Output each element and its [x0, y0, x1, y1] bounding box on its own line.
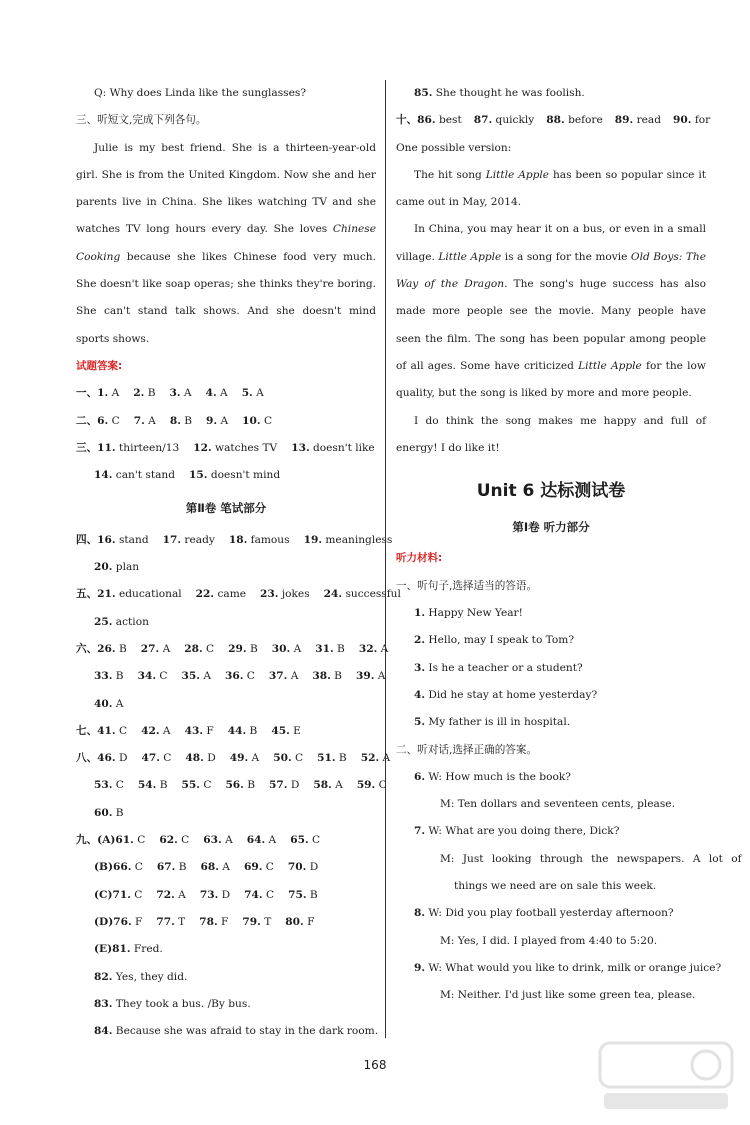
sentence-1: 1. Happy New Year! [414, 607, 523, 620]
answer-value: came [214, 588, 247, 601]
answer-value: read [633, 114, 662, 127]
answer-number: 9. [206, 414, 218, 427]
answer-85: 85. She thought he was foolish. [414, 87, 585, 99]
answer-value: F [131, 915, 143, 928]
answer-number: 14. [94, 469, 113, 482]
answer-value: D [306, 861, 319, 874]
answer-value: A [265, 834, 277, 847]
answer-value: meaningless [322, 533, 393, 546]
answer-value: C [199, 779, 212, 792]
answer-number: 28. [184, 642, 203, 655]
answer-value: A [108, 387, 120, 400]
answer-value: A [217, 414, 229, 427]
answer-row [76, 636, 389, 663]
section-three-heading: 三、听短文,完成下列各句。 [76, 114, 207, 127]
answer-number: 一、1. [76, 387, 109, 400]
answer-number: 九、(A)61. [76, 834, 134, 847]
answer-row [76, 435, 376, 462]
answer-number: 84. [94, 1025, 113, 1038]
answer-value: B [115, 642, 127, 655]
answer-row [76, 527, 393, 554]
answer-number: 31. [315, 642, 334, 655]
answer-value: A [290, 642, 302, 655]
answer-value: C [108, 414, 120, 427]
answer-number: 83. [94, 997, 113, 1010]
section-two-heading: 二、听对话,选择正确的答案。 [396, 743, 538, 756]
answer-value: plan [112, 561, 140, 574]
answer-value: doesn't like [309, 441, 375, 454]
answer-value: A [218, 861, 230, 874]
answer-number: 三、11. [76, 441, 116, 454]
answer-number: 23. [260, 588, 279, 601]
column-divider [385, 80, 386, 1038]
answer-number: 38. [312, 670, 331, 683]
answer-number: 69. [243, 861, 263, 874]
dialogue-6-woman: 6. W: How much is the book? [414, 770, 571, 783]
dialogue-9-man: M: Neither. I'd just like some green tea, please. [440, 989, 696, 1002]
answer-value: A [377, 642, 389, 655]
answer-number: 44. [227, 724, 247, 737]
answer-number: 四、16. [76, 533, 116, 546]
answer-value: A [159, 724, 171, 737]
answer-value: B [306, 888, 318, 901]
answer-number: 7. [133, 414, 145, 427]
answer-row [76, 772, 387, 799]
answer-number: 54. [137, 779, 157, 792]
answer-number: 56. [225, 779, 244, 792]
answer-value: C [115, 724, 128, 737]
answer-value: C [260, 414, 273, 427]
answer-value: before [564, 114, 603, 127]
answer-number: 88. [546, 114, 565, 127]
sentence-5: 5. My father is ill in hospital. [414, 716, 571, 729]
answer-value: thirteen/13 [115, 441, 180, 454]
dialogue-8-man: M: Yes, I did. I played from 4:40 to 5:20. [440, 934, 658, 947]
answer-value: A [248, 752, 260, 765]
answer-value: T [174, 915, 186, 928]
answer-number: 64. [246, 834, 266, 847]
answer-row [76, 663, 386, 690]
answer-value: ready [181, 533, 215, 546]
answer-number: 40. [94, 697, 113, 710]
answer-value: C [131, 861, 143, 874]
answer-number: 80. [285, 915, 304, 928]
answer-row [76, 909, 376, 936]
answer-value: C [177, 834, 190, 847]
dialogue-7-woman: 7. W: What are you doing there, Dick? [414, 825, 620, 838]
answer-number: 十、86. [396, 114, 436, 127]
answer-number: 4. [205, 387, 217, 400]
answer-value: D [115, 752, 128, 765]
answer-number: 29. [228, 642, 247, 655]
answer-row [76, 964, 376, 991]
answer-number: 36. [224, 670, 244, 683]
answer-number: 89. [614, 114, 634, 127]
answer-value: for [691, 114, 711, 127]
answer-value: A [287, 670, 299, 683]
listening-passage: Julie is my best friend. She is a thirteen-year-old girl. She is from the United Kingdom. Now she and her parents live in China. She likes watching TV and she watches TV long hours every day. She loves Chinese Cooking because she likes Chinese food very much. She doesn't like soap operas; she thinks they're boring. She can't stand talk shows. And she doesn't mind sports shows. [76, 141, 376, 345]
part-two-title: 第Ⅱ卷 笔试部分 [185, 501, 267, 516]
answer-number: (D)76. [94, 915, 132, 928]
answer-number: 15. [189, 469, 208, 482]
answer-number: 68. [200, 861, 219, 874]
answer-value: B [335, 752, 347, 765]
answer-number: 43. [184, 724, 204, 737]
answer-row [76, 691, 376, 718]
answer-value: doesn't mind [207, 469, 281, 482]
answer-value: A [374, 670, 386, 683]
answer-number: 48. [185, 752, 204, 765]
answer-value: B [180, 414, 193, 427]
version-label: One possible version: [396, 141, 512, 154]
answer-number: 52. [360, 752, 380, 765]
answer-value: jokes [278, 588, 310, 601]
answer-number: 12. [193, 441, 212, 454]
part-one-title: 第Ⅰ卷 听力部分 [512, 520, 590, 535]
answer-value: C [291, 752, 304, 765]
dialogue-9-woman: 9. W: What would you like to drink, milk or orange juice? [414, 961, 722, 974]
dialogue-6-man: M: Ten dollars and seventeen cents, please. [440, 798, 675, 811]
answer-number: 55. [181, 779, 200, 792]
answer-number: 19. [303, 533, 323, 546]
answer-number: 25. [94, 615, 113, 628]
answer-value: can't stand [112, 469, 176, 482]
answer-value: A [112, 697, 124, 710]
answer-number: 32. [358, 642, 378, 655]
answer-number: 33. [94, 670, 113, 683]
answer-value: Fred. [130, 943, 163, 956]
answer-value: C [133, 834, 146, 847]
answer-value: C [375, 779, 387, 792]
watermark-logo-icon [596, 1039, 736, 1115]
answer-number: 47. [141, 752, 160, 765]
answer-row [76, 882, 376, 909]
answer-value: C [243, 670, 255, 683]
answer-number: 67. [156, 861, 176, 874]
answer-number: 50. [273, 752, 292, 765]
answer-number: (B)66. [94, 861, 132, 874]
answer-value: B [112, 806, 124, 819]
answer-value: A [144, 414, 156, 427]
answer-row [76, 991, 376, 1018]
answer-value: F [303, 915, 315, 928]
answer-number: 2. [133, 387, 145, 400]
answer-number: 20. [94, 561, 113, 574]
answer-value: A [331, 779, 343, 792]
answer-row [76, 827, 376, 854]
answer-number: 65. [290, 834, 309, 847]
answer-number: 58. [313, 779, 332, 792]
listening-material-heading: 听力材料: [396, 552, 443, 565]
answer-number: 30. [271, 642, 291, 655]
answer-value: stand [115, 533, 149, 546]
answer-value: They took a bus. /By bus. [112, 997, 251, 1010]
answer-value: A [199, 670, 211, 683]
answer-value: A [159, 642, 171, 655]
written-answers [76, 527, 401, 1046]
answer-number: 七、41. [76, 724, 116, 737]
answer-value: B [330, 670, 342, 683]
question-line: Q: Why does Linda like the sunglasses? [94, 87, 307, 99]
answer-number: 22. [195, 588, 215, 601]
answer-row [76, 554, 376, 581]
answer-value: famous [247, 533, 290, 546]
answer-number: 90. [673, 114, 692, 127]
answer-number: 18. [228, 533, 248, 546]
answer-number: 51. [317, 752, 336, 765]
answer-value: best [435, 114, 462, 127]
answer-row [76, 800, 376, 827]
answer-value: B [156, 779, 168, 792]
answer-value: D [203, 752, 216, 765]
answer-row [76, 1018, 379, 1045]
answer-number: 60. [94, 806, 113, 819]
answer-number: 39. [355, 670, 375, 683]
answer-value: D [218, 888, 231, 901]
listening-answers [76, 380, 376, 489]
answer-value: action [112, 615, 149, 628]
right-column [396, 80, 742, 1010]
answer-number: 3. [169, 387, 181, 400]
answer-number: 42. [141, 724, 160, 737]
sentence-4: 4. Did he stay at home yesterday? [414, 688, 598, 701]
answer-number: 45. [271, 724, 290, 737]
answers-86-90 [396, 107, 711, 134]
answer-value: successful [342, 588, 401, 601]
answer-value: C [308, 834, 321, 847]
answer-number: (E)81. [94, 943, 131, 956]
answer-row [76, 581, 401, 608]
answer-value: B [246, 642, 258, 655]
essay-paragraph-1: The hit song Little Apple has been so popular since it came out in May, 2014. [396, 168, 706, 209]
answer-value: watches TV [211, 441, 278, 454]
answer-value: F [217, 915, 229, 928]
answer-number: 二、6. [76, 414, 109, 427]
answer-number: 17. [162, 533, 182, 546]
answer-number: 75. [288, 888, 307, 901]
answer-value: T [260, 915, 272, 928]
answer-value: A [221, 834, 233, 847]
answer-row [76, 609, 376, 636]
answer-value: educational [115, 588, 182, 601]
answer-value: B [333, 642, 345, 655]
answer-row [76, 462, 376, 489]
answer-value: A [379, 752, 391, 765]
essay-paragraph-2: In China, you may hear it on a bus, or even in a small village. Little Apple is a song for the movie Old Boys: The Way of the Dragon. The song's huge success has also made more people see the movie. Many people have seen the film. The song has been popular among people of all ages. Some have criticized Little Apple for the low quality, but the song is liked by more and more people. [396, 223, 706, 400]
answer-row [76, 936, 376, 963]
answer-row [76, 854, 376, 881]
page-number: 168 [363, 1058, 387, 1072]
answer-number: (C)71. [94, 888, 131, 901]
answer-number: 5. [241, 387, 253, 400]
answer-value: C [130, 888, 143, 901]
answer-value: quickly [492, 114, 535, 127]
answer-value: C [159, 752, 172, 765]
answer-value: E [289, 724, 301, 737]
answer-value: C [156, 670, 168, 683]
answer-value: B [175, 861, 187, 874]
answer-number: 五、21. [76, 588, 116, 601]
answer-row [76, 380, 376, 407]
answer-value: D [287, 779, 300, 792]
answer-value: B [246, 724, 258, 737]
answer-number: 78. [199, 915, 218, 928]
answer-number: 37. [268, 670, 288, 683]
answer-number: 53. [94, 779, 113, 792]
answer-number: 57. [269, 779, 288, 792]
answer-number: 82. [94, 970, 113, 983]
answer-number: 79. [242, 915, 261, 928]
answer-value: A [174, 888, 186, 901]
sentence-2: 2. Hello, may I speak to Tom? [414, 634, 575, 647]
answer-number: 63. [203, 834, 222, 847]
dialogue-7-man-cont: things we need are on sale this week. [454, 880, 657, 893]
answers-heading: 试题答案: [76, 359, 123, 372]
answer-row [76, 408, 376, 435]
answer-value: C [262, 888, 275, 901]
answer-value: A [252, 387, 264, 400]
answer-number: 77. [156, 915, 175, 928]
unit-title: Unit 6 达标测试卷 [476, 481, 626, 502]
answer-number: 74. [244, 888, 263, 901]
answer-row [76, 718, 376, 745]
answer-number: 70. [287, 861, 307, 874]
answer-value: B [112, 670, 124, 683]
answer-value: B [144, 387, 156, 400]
answer-number: 73. [199, 888, 219, 901]
answer-number: 72. [156, 888, 175, 901]
answer-number: 62. [159, 834, 178, 847]
answer-number: 10. [242, 414, 261, 427]
answer-value: Because she was afraid to stay in the dark room. [112, 1025, 379, 1038]
answer-value: A [180, 387, 192, 400]
answer-value: C [202, 642, 215, 655]
dialogue-8-woman: 8. W: Did you play football yesterday afternoon? [414, 907, 674, 920]
answer-number: 24. [323, 588, 343, 601]
answer-value: F [203, 724, 214, 737]
answer-number: 87. [473, 114, 493, 127]
answer-number: 27. [140, 642, 160, 655]
answer-value: B [243, 779, 256, 792]
answer-number: 六、26. [76, 642, 116, 655]
answer-number: 13. [291, 441, 310, 454]
answer-value: C [112, 779, 124, 792]
essay-paragraph-3: I do think the song makes me happy and full of energy! I do like it! [396, 414, 706, 454]
answer-row [76, 745, 391, 772]
left-column [76, 80, 401, 1045]
answer-value: C [262, 861, 274, 874]
answer-number: 49. [229, 752, 249, 765]
answer-number: 8. [169, 414, 181, 427]
dialogue-7-man: M: Just looking through the newspapers. A lot of [440, 852, 742, 865]
answer-value: A [216, 387, 228, 400]
answer-value: Yes, they did. [112, 970, 188, 983]
sentence-3: 3. Is he a teacher or a student? [414, 661, 583, 674]
answer-number: 59. [356, 779, 376, 792]
answer-number: 34. [137, 670, 157, 683]
answer-number: 八、46. [76, 752, 116, 765]
section-one-heading: 一、听句子,选择适当的答语。 [396, 579, 538, 592]
answer-number: 35. [181, 670, 200, 683]
